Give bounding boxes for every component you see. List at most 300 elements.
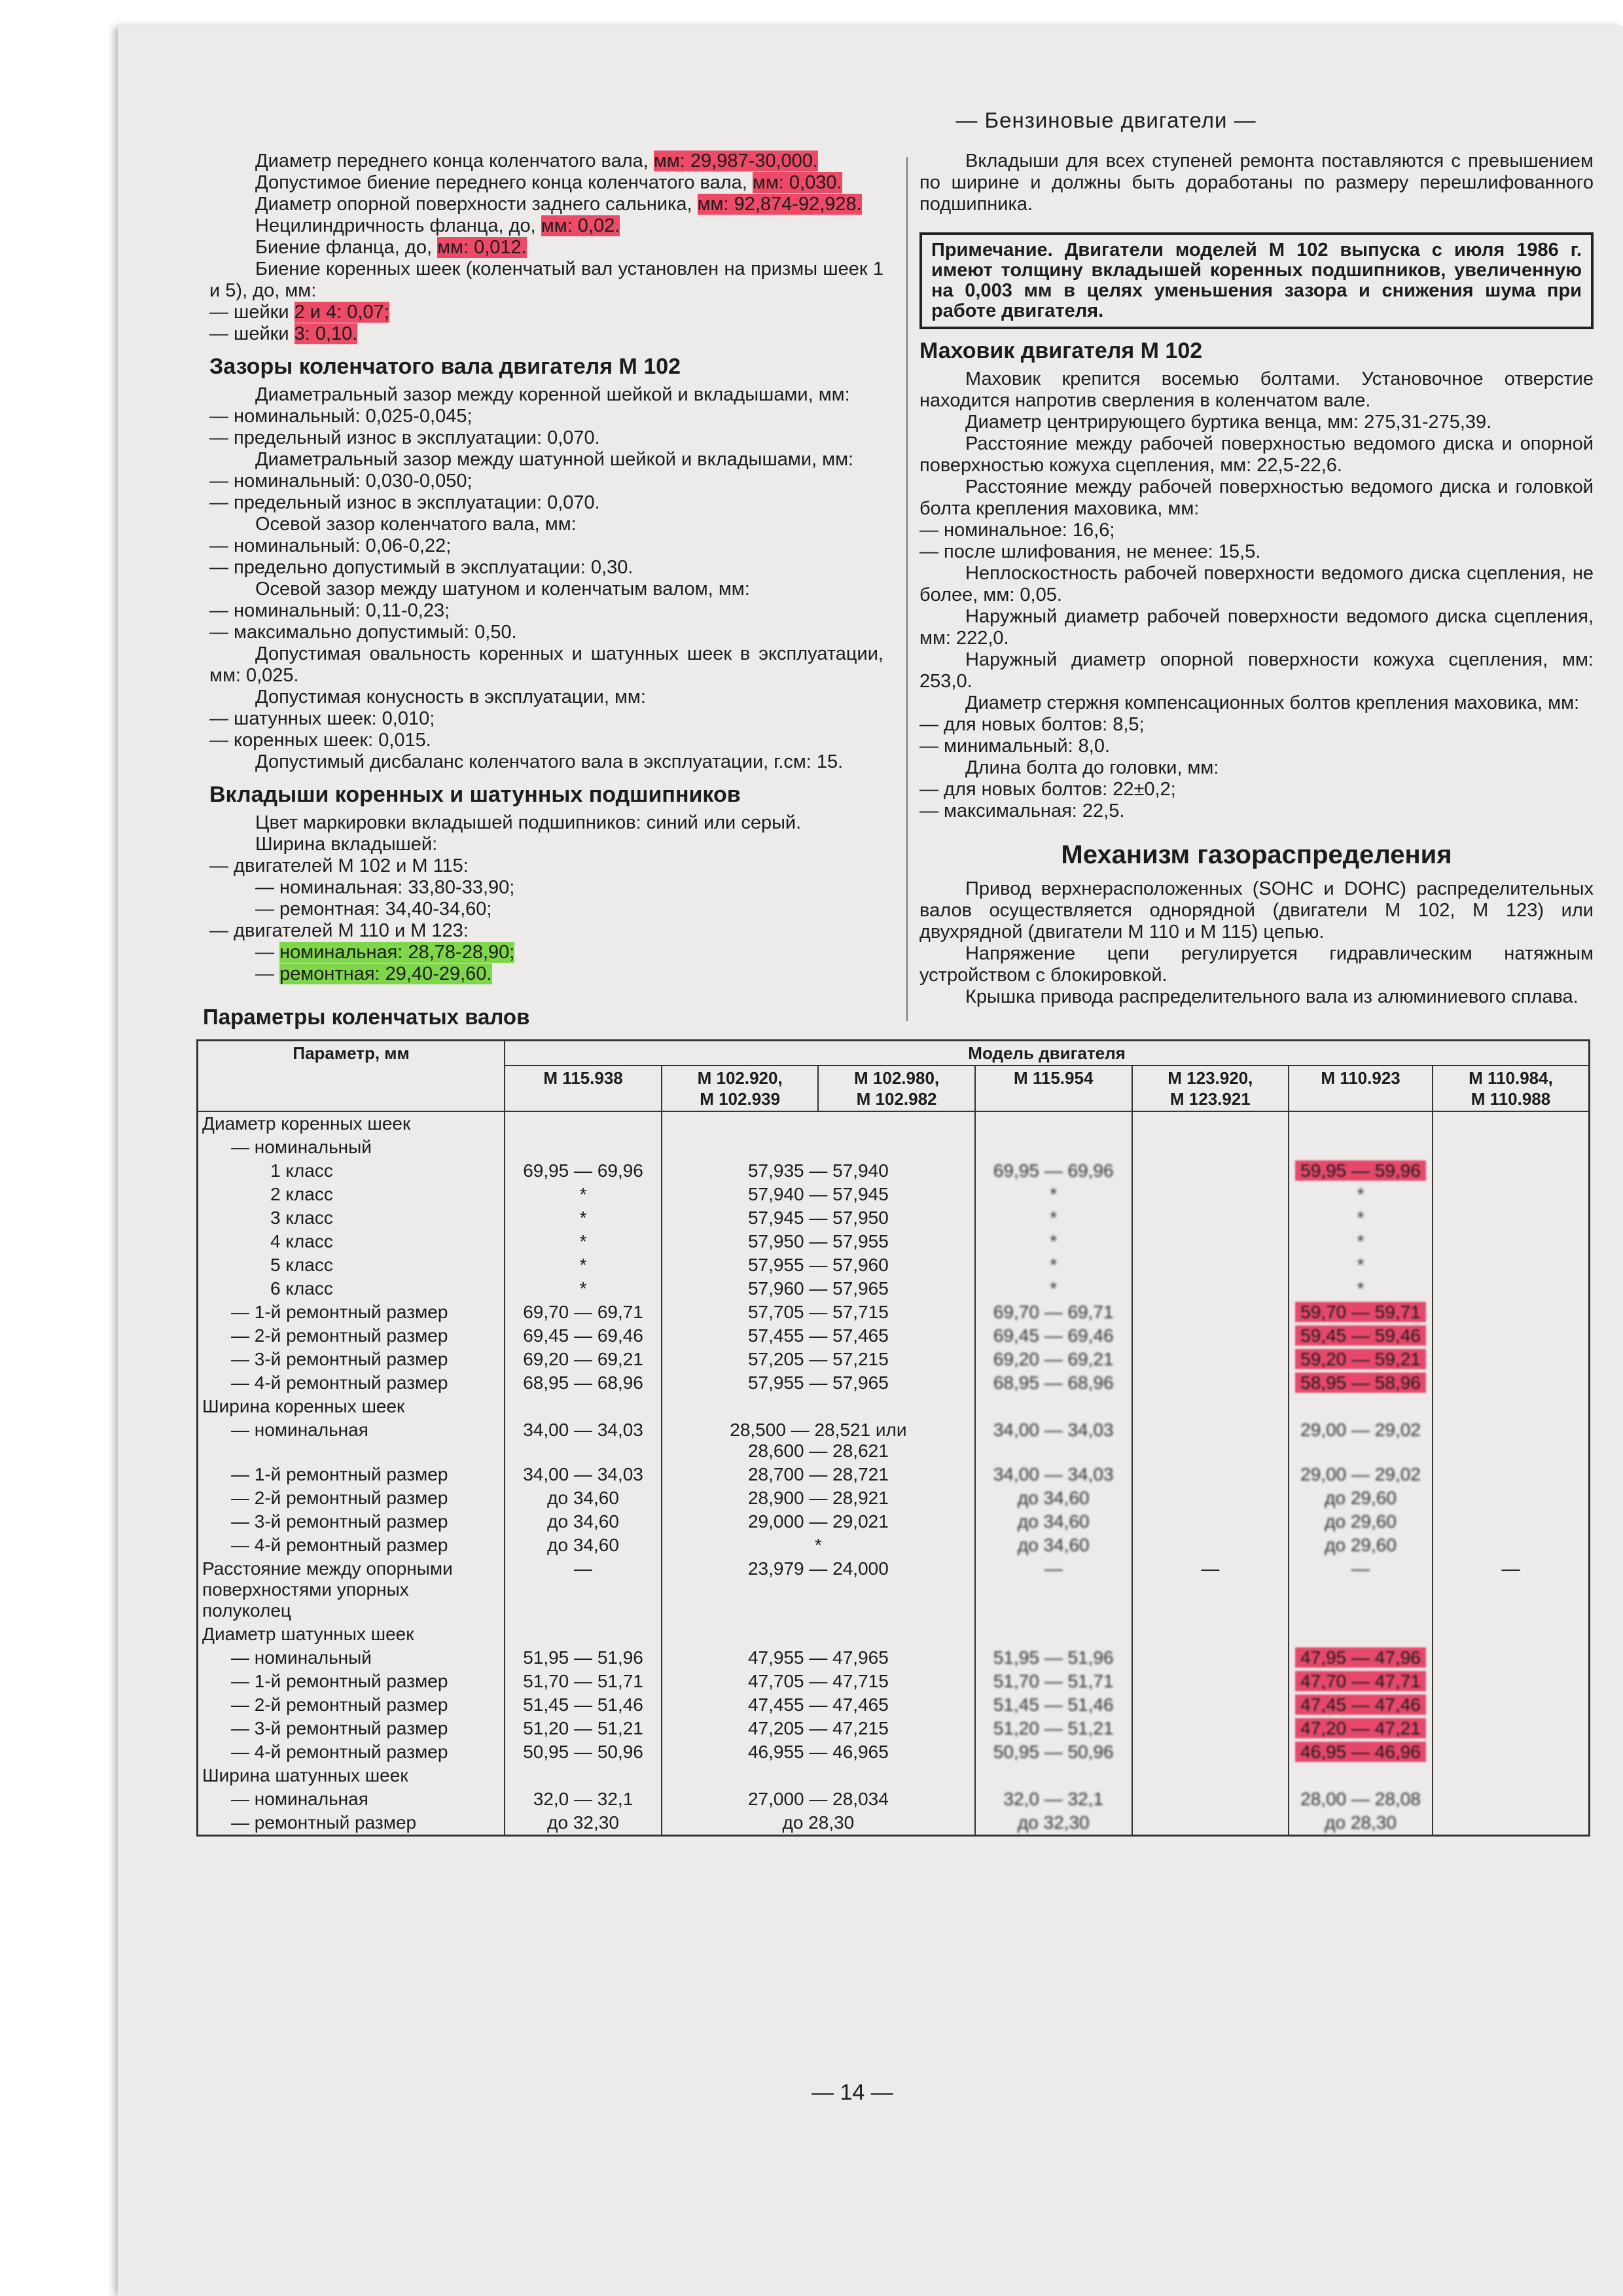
cell-m110923	[1289, 1717, 1433, 1740]
param-label: 5 класс	[198, 1253, 505, 1277]
table-row	[198, 1371, 1590, 1395]
cell-m115938: до 32,30	[505, 1811, 662, 1836]
cell-m110923: 29,00 — 29,02	[1289, 1418, 1433, 1463]
table-row	[198, 1693, 1590, 1717]
param-label: — номинальная	[198, 1787, 505, 1811]
param-label: — ремонтный размер	[198, 1811, 505, 1836]
table-row	[198, 1300, 1590, 1324]
cell-m115938: *	[505, 1206, 662, 1230]
cell-m115954: до 34,60	[975, 1510, 1132, 1534]
param-label: — 3-й ремонтный размер	[198, 1717, 505, 1740]
param-label: — номинальная	[198, 1418, 505, 1463]
cell-m115954: 34,00 — 34,03	[975, 1418, 1132, 1463]
timing-line: Крышка привода распределительного вала из алюминиевого сплава.	[965, 986, 1578, 1007]
cell-m110923: до 29,60	[1289, 1510, 1433, 1534]
cell-m115938: 69,20 — 69,21	[505, 1348, 662, 1371]
cell-m102: 27,000 — 28,034	[662, 1787, 975, 1811]
flywheel-line: — для новых болтов: 22±0,2;	[919, 779, 1176, 800]
clearance-line: Допустимая конусность в эксплуатации, мм:	[255, 687, 646, 708]
cell-m110923: 28,00 — 28,08	[1289, 1787, 1433, 1811]
param-label: — номинальный	[198, 1136, 505, 1159]
cell-m123	[1132, 1463, 1289, 1486]
cell-m123	[1132, 1395, 1289, 1418]
cell-m110923: *	[1289, 1230, 1433, 1253]
model-column-header: М 102.920, М 102.939	[662, 1066, 818, 1111]
table-row	[198, 1395, 1590, 1418]
left-column	[209, 151, 883, 985]
cell-m115938: 68,95 — 68,96	[505, 1371, 662, 1395]
cell-m115954: до 32,30	[975, 1811, 1132, 1836]
cell-m110923	[1289, 1670, 1433, 1693]
model-column-header: М 110.984, М 110.988	[1433, 1066, 1589, 1111]
cell-m110923	[1289, 1371, 1433, 1395]
cell-m110984	[1433, 1764, 1589, 1787]
cell-m110984	[1433, 1206, 1589, 1230]
table-row	[198, 1111, 1590, 1136]
cell-m115954: *	[975, 1230, 1132, 1253]
cell-m110984	[1433, 1300, 1589, 1324]
crankshaft-specs	[209, 151, 883, 259]
bearing-line: — двигателей М 110 и М 123:	[209, 920, 469, 941]
flywheel-line: Неплоскостность рабочей поверхности ведомого диска сцепления, не более, мм: 0,05.	[919, 563, 1594, 605]
cell-m110923	[1289, 1395, 1433, 1418]
highlighted-value: мм: 29,987-30,000.	[653, 151, 818, 171]
cell-m123	[1132, 1623, 1289, 1646]
cell-m115938: 69,95 — 69,96	[505, 1159, 662, 1183]
cell-m102	[662, 1136, 975, 1159]
cell-m110984	[1433, 1183, 1589, 1206]
flywheel-heading: Маховик двигателя М 102	[919, 338, 1203, 363]
cell-m123	[1132, 1230, 1289, 1253]
highlighted-value: 59,95 — 59,96	[1295, 1160, 1426, 1181]
cell-m110923	[1289, 1646, 1433, 1670]
highlighted-value: 58,95 — 58,96	[1295, 1372, 1426, 1393]
bearing-width-repair: — ремонтная: 29,40-29,60.	[255, 963, 492, 984]
bearing-line: — двигателей М 102 и М 115:	[209, 855, 469, 876]
param-label: — номинальный	[198, 1646, 505, 1670]
cell-m115954: до 34,60	[975, 1486, 1132, 1510]
cell-m123	[1132, 1811, 1289, 1836]
cell-m110923: *	[1289, 1277, 1433, 1300]
cell-m115938: *	[505, 1277, 662, 1300]
param-label: 1 класс	[198, 1159, 505, 1183]
clearances-list	[209, 384, 883, 773]
flywheel-list	[919, 368, 1594, 822]
param-label: 2 класс	[198, 1183, 505, 1206]
cell-m115954: 51,70 — 51,71	[975, 1670, 1132, 1693]
cell-m123	[1132, 1183, 1289, 1206]
cell-m115954: 50,95 — 50,96	[975, 1740, 1132, 1764]
cell-m110923: *	[1289, 1206, 1433, 1230]
cell-m110984	[1433, 1159, 1589, 1183]
highlighted-value: 47,20 — 47,21	[1295, 1718, 1426, 1738]
clearances-heading: Зазоры коленчатого вала двигателя М 102	[209, 354, 681, 379]
column-divider	[906, 157, 908, 1021]
cell-m115938: *	[505, 1183, 662, 1206]
bearing-line: Цвет маркировки вкладышей подшипников: синий или серый.	[255, 812, 802, 833]
flywheel-line: Диаметр центрирующего буртика венца, мм: 275,31-275,39.	[965, 412, 1492, 433]
table-row	[198, 1324, 1590, 1348]
cell-m110984	[1433, 1136, 1589, 1159]
clearance-line: Диаметральный зазор между коренной шейкой и вкладышами, мм:	[255, 384, 850, 405]
param-label: 4 класс	[198, 1230, 505, 1253]
model-column-header: М 115.954	[975, 1066, 1132, 1111]
clearance-line: Диаметральный зазор между шатунной шейкой и вкладышами, мм:	[255, 449, 854, 470]
cell-m115954: 51,45 — 51,46	[975, 1693, 1132, 1717]
bearing-line: — номинальная: 33,80-33,90;	[255, 877, 515, 898]
table-row	[198, 1277, 1590, 1300]
param-label: Расстояние между опорными поверхностями упорных полуколец	[198, 1557, 505, 1623]
table-row	[198, 1136, 1590, 1159]
cell-m115938: *	[505, 1230, 662, 1253]
page-number: — 14 —	[812, 2080, 893, 2105]
highlighted-value: 47,95 — 47,96	[1295, 1647, 1426, 1668]
cell-m110923	[1289, 1693, 1433, 1717]
cell-m110984	[1433, 1324, 1589, 1348]
model-column-header: М 123.920, М 123.921	[1132, 1066, 1289, 1111]
flywheel-line: — максимальная: 22,5.	[919, 800, 1125, 821]
cell-m102: 57,955 — 57,965	[662, 1371, 975, 1395]
note-box: Примечание. Двигатели моделей М 102 выпуска с июля 1986 г. имеют толщину вкладышей коренных подшипников, увеличенную на 0,003 мм в целях уменьшения зазора и снижения шума при работе двигателя.	[919, 232, 1594, 329]
cell-m115938: 69,45 — 69,46	[505, 1324, 662, 1348]
flywheel-line: Наружный диаметр опорной поверхности кожуха сцепления, мм: 253,0.	[919, 649, 1594, 692]
flywheel-line: Диаметр стержня компенсационных болтов крепления маховика, мм:	[965, 692, 1580, 713]
cell-m110923	[1289, 1300, 1433, 1324]
cell-m110984	[1433, 1230, 1589, 1253]
timing-list	[919, 878, 1594, 1008]
cell-m123	[1132, 1693, 1289, 1717]
cell-m102: 57,935 — 57,940	[662, 1159, 975, 1183]
cell-m115954	[975, 1395, 1132, 1418]
cell-m110923: *	[1289, 1183, 1433, 1206]
highlighted-value: 59,70 — 59,71	[1295, 1302, 1426, 1322]
highlighted-value: мм: 0,02.	[541, 215, 620, 236]
cell-m123	[1132, 1418, 1289, 1463]
cell-m110923	[1289, 1348, 1433, 1371]
table-row	[198, 1670, 1590, 1693]
param-label: — 1-й ремонтный размер	[198, 1463, 505, 1486]
cell-m115938	[505, 1395, 662, 1418]
cell-m102: 57,945 — 57,950	[662, 1206, 975, 1230]
flywheel-line: Расстояние между рабочей поверхностью ведомого диска и головкой болта крепления маховика, мм:	[919, 476, 1594, 519]
table-row	[198, 1787, 1590, 1811]
cell-m102: 28,900 — 28,921	[662, 1486, 975, 1510]
cell-m102	[662, 1395, 975, 1418]
clearance-line: Допустимая овальность коренных и шатунных шеек в эксплуатации, мм: 0,025.	[209, 643, 883, 686]
cell-m102: 57,955 — 57,960	[662, 1253, 975, 1277]
cell-m102: 47,705 — 47,715	[662, 1670, 975, 1693]
cell-m123	[1132, 1764, 1289, 1787]
cell-m115954: 69,45 — 69,46	[975, 1324, 1132, 1348]
cell-m115954: 34,00 — 34,03	[975, 1463, 1132, 1486]
cell-m110923	[1289, 1159, 1433, 1183]
running-head: — Бензиновые двигатели —	[955, 108, 1257, 132]
timing-heading: Механизм газораспределения	[1061, 840, 1452, 869]
cell-m110923: 29,00 — 29,02	[1289, 1463, 1433, 1486]
param-header: Параметр, мм	[198, 1041, 505, 1112]
clearance-line: — предельный износ в эксплуатации: 0,070.	[209, 427, 600, 448]
cell-m115938: до 34,60	[505, 1486, 662, 1510]
highlighted-value: 59,20 — 59,21	[1295, 1349, 1426, 1369]
table-row	[198, 1811, 1590, 1836]
clearance-line: — максимально допустимый: 0,50.	[209, 622, 517, 643]
param-label: — 1-й ремонтный размер	[198, 1300, 505, 1324]
clearance-line: — номинальный: 0,11-0,23;	[209, 600, 450, 621]
cell-m110984: —	[1433, 1557, 1589, 1623]
cell-m110984	[1433, 1348, 1589, 1371]
timing-line: Привод верхнерасположенных (SOHC и DOHC) распределительных валов осуществляется однорядной (двигатели М 102, М 123) или двухрядной (двигатели М 110 и М 115) цепью.	[919, 878, 1594, 942]
flywheel-line: — номинальное: 16,6;	[919, 520, 1115, 541]
cell-m110923	[1289, 1740, 1433, 1764]
cell-m123	[1132, 1717, 1289, 1740]
cell-m115938: 69,70 — 69,71	[505, 1300, 662, 1324]
cell-m110984	[1433, 1510, 1589, 1534]
cell-m123	[1132, 1787, 1289, 1811]
bearings-heading: Вкладыши коренных и шатунных подшипников	[209, 782, 741, 807]
cell-m110984	[1433, 1277, 1589, 1300]
cell-m115954	[975, 1111, 1132, 1136]
cell-m110984	[1433, 1670, 1589, 1693]
cell-m115954: —	[975, 1557, 1132, 1623]
cell-m115938	[505, 1764, 662, 1787]
cell-m115938: 32,0 — 32,1	[505, 1787, 662, 1811]
bearings-list	[209, 812, 883, 942]
flywheel-line: Расстояние между рабочей поверхностью ведомого диска и опорной поверхностью кожуха сцепления, мм: 22,5-22,6.	[919, 433, 1594, 476]
cell-m123	[1132, 1300, 1289, 1324]
param-label: — 4-й ремонтный размер	[198, 1371, 505, 1395]
highlighted-value: 46,95 — 46,96	[1295, 1742, 1426, 1762]
cell-m123	[1132, 1486, 1289, 1510]
cell-m102: 57,960 — 57,965	[662, 1277, 975, 1300]
timing-line: Напряжение цепи регулируется гидравлическим натяжным устройством с блокировкой.	[919, 943, 1594, 986]
cell-m102: 57,455 — 57,465	[662, 1324, 975, 1348]
cell-m115954: 68,95 — 68,96	[975, 1371, 1132, 1395]
cell-m110923: *	[1289, 1253, 1433, 1277]
cell-m110984	[1433, 1463, 1589, 1486]
cell-m123	[1132, 1348, 1289, 1371]
cell-m115954: 51,20 — 51,21	[975, 1717, 1132, 1740]
spec-line: Диаметр переднего конца коленчатого вала, мм: 29,987-30,000.	[255, 151, 818, 171]
cell-m123	[1132, 1371, 1289, 1395]
spec-line: Допустимое биение переднего конца коленчатого вала, мм: 0,030.	[255, 172, 842, 193]
cell-m115938	[505, 1111, 662, 1136]
cell-m110923	[1289, 1136, 1433, 1159]
cell-m115938	[505, 1623, 662, 1646]
journal-item: — шейки 3: 0,10.	[209, 323, 358, 344]
param-label: — 2-й ремонтный размер	[198, 1324, 505, 1348]
spec-line: Нецилиндричность фланца, до, мм: 0,02.	[255, 215, 620, 236]
cell-m102: 57,705 — 57,715	[662, 1300, 975, 1324]
bearing-line: — ремонтная: 34,40-34,60;	[255, 899, 492, 920]
param-label: — 4-й ремонтный размер	[198, 1740, 505, 1764]
table-row	[198, 1717, 1590, 1740]
clearance-line: — номинальный: 0,06-0,22;	[209, 535, 452, 556]
cell-m102: 57,940 — 57,945	[662, 1183, 975, 1206]
cell-m102: 46,955 — 46,965	[662, 1740, 975, 1764]
cell-m110923: до 29,60	[1289, 1534, 1433, 1557]
model-header: Модель двигателя	[505, 1041, 1589, 1066]
param-label: 3 класс	[198, 1206, 505, 1230]
cell-m115954: *	[975, 1253, 1132, 1277]
cell-m123	[1132, 1324, 1289, 1348]
flywheel-line: — после шлифования, не менее: 15,5.	[919, 541, 1261, 562]
param-label: — 2-й ремонтный размер	[198, 1486, 505, 1510]
cell-m123	[1132, 1159, 1289, 1183]
highlighted-value: 3: 0,10.	[294, 323, 358, 344]
param-label: — 3-й ремонтный размер	[198, 1510, 505, 1534]
table-row	[198, 1253, 1590, 1277]
cell-m110984	[1433, 1371, 1589, 1395]
highlighted-value: мм: 92,874-92,928.	[697, 194, 862, 215]
table-row	[198, 1646, 1590, 1670]
cell-m115954: *	[975, 1183, 1132, 1206]
cell-m110984	[1433, 1623, 1589, 1646]
table-row	[198, 1764, 1590, 1787]
cell-m115938: 51,95 — 51,96	[505, 1646, 662, 1670]
cell-m115954: *	[975, 1277, 1132, 1300]
highlighted-value: мм: 0,012.	[437, 237, 527, 258]
param-label: — 4-й ремонтный размер	[198, 1534, 505, 1557]
cell-m110923	[1289, 1324, 1433, 1348]
cell-m115954: 69,95 — 69,96	[975, 1159, 1132, 1183]
cell-m115954: 32,0 — 32,1	[975, 1787, 1132, 1811]
highlighted-value: мм: 0,030.	[752, 172, 842, 193]
cell-m102: *	[662, 1534, 975, 1557]
cell-m102: 47,455 — 47,465	[662, 1693, 975, 1717]
cell-m110923: до 29,60	[1289, 1486, 1433, 1510]
table-row	[198, 1183, 1590, 1206]
table-row	[198, 1159, 1590, 1183]
cell-m102: 23,979 — 24,000	[662, 1557, 975, 1623]
cell-m110984	[1433, 1534, 1589, 1557]
spec-line: Диаметр опорной поверхности заднего сальника, мм: 92,874-92,928.	[255, 194, 862, 215]
cell-m110923	[1289, 1623, 1433, 1646]
highlighted-value: 47,45 — 47,46	[1295, 1695, 1426, 1715]
clearance-line: Допустимый дисбаланс коленчатого вала в эксплуатации, г.см: 15.	[255, 751, 844, 772]
model-column-header: М 102.980, М 102.982	[818, 1066, 974, 1111]
cell-m115954: 51,95 — 51,96	[975, 1646, 1132, 1670]
cell-m110984	[1433, 1395, 1589, 1418]
table-row	[198, 1623, 1590, 1646]
clearance-line: Осевой зазор между шатуном и коленчатым валом, мм:	[255, 579, 750, 600]
param-label: — 2-й ремонтный размер	[198, 1693, 505, 1717]
model-column-header: М 115.938	[505, 1066, 662, 1111]
right-column	[919, 151, 1594, 1008]
param-label: — 3-й ремонтный размер	[198, 1348, 505, 1371]
cell-m123	[1132, 1136, 1289, 1159]
cell-m115938: 34,00 — 34,03	[505, 1418, 662, 1463]
cell-m115954	[975, 1136, 1132, 1159]
cell-m110984	[1433, 1646, 1589, 1670]
cell-m115954: 69,70 — 69,71	[975, 1300, 1132, 1324]
cell-m123	[1132, 1740, 1289, 1764]
clearance-line: — предельный износ в эксплуатации: 0,070.	[209, 492, 600, 513]
clearance-line: Осевой зазор коленчатого вала, мм:	[255, 514, 577, 535]
cell-m123: —	[1132, 1557, 1289, 1623]
cell-m115938: 50,95 — 50,96	[505, 1740, 662, 1764]
journal-item: — шейки 2 и 4: 0,07;	[209, 302, 389, 323]
table-row	[198, 1230, 1590, 1253]
cell-m123	[1132, 1646, 1289, 1670]
clearance-line: — номинальный: 0,030-0,050;	[209, 471, 473, 492]
cell-m115938: 51,20 — 51,21	[505, 1717, 662, 1740]
journal-runout-list	[209, 302, 883, 345]
cell-m115954: до 34,60	[975, 1534, 1132, 1557]
table-row	[198, 1486, 1590, 1510]
table-row	[198, 1418, 1590, 1463]
table-row	[198, 1348, 1590, 1371]
cell-m110923: —	[1289, 1557, 1433, 1623]
cell-m123	[1132, 1111, 1289, 1136]
bearing-width-nominal: — номинальная: 28,78-28,90;	[255, 942, 515, 963]
highlighted-value: 47,70 — 47,71	[1295, 1671, 1426, 1691]
cell-m102: 57,950 — 57,955	[662, 1230, 975, 1253]
clearance-line: — коренных шеек: 0,015.	[209, 730, 431, 751]
cell-m123	[1132, 1510, 1289, 1534]
highlighted-value: 2 и 4: 0,07;	[294, 302, 389, 323]
table-row	[198, 1206, 1590, 1230]
cell-m102: 47,955 — 47,965	[662, 1646, 975, 1670]
spec-line: Биение фланца, до, мм: 0,012.	[255, 237, 527, 258]
cell-m115938: 51,45 — 51,46	[505, 1693, 662, 1717]
param-label: — 1-й ремонтный размер	[198, 1670, 505, 1693]
clearance-line: — шатунных шеек: 0,010;	[209, 708, 435, 729]
crankshaft-params-table	[196, 1039, 1590, 1837]
cell-m115938: до 34,60	[505, 1510, 662, 1534]
clearance-line: — предельно допустимый в эксплуатации: 0,30.	[209, 557, 633, 578]
cell-m102: 28,700 — 28,721	[662, 1463, 975, 1486]
param-label: Ширина коренных шеек	[198, 1395, 505, 1418]
model-column-header: М 110.923	[1289, 1066, 1433, 1111]
cell-m115954	[975, 1623, 1132, 1646]
table-row	[198, 1557, 1590, 1623]
cell-m115954: 69,20 — 69,21	[975, 1348, 1132, 1371]
cell-m123	[1132, 1670, 1289, 1693]
cell-m115954	[975, 1764, 1132, 1787]
table-row	[198, 1740, 1590, 1764]
cell-m110984	[1433, 1693, 1589, 1717]
cell-m110923	[1289, 1111, 1433, 1136]
param-label: 6 класс	[198, 1277, 505, 1300]
cell-m110984	[1433, 1717, 1589, 1740]
cell-m115938: 51,70 — 51,71	[505, 1670, 662, 1693]
cell-m102: 29,000 — 29,021	[662, 1510, 975, 1534]
cell-m102	[662, 1764, 975, 1787]
clearance-line: — номинальный: 0,025-0,045;	[209, 406, 473, 427]
flywheel-line: — минимальный: 8,0.	[919, 736, 1111, 757]
cell-m123	[1132, 1206, 1289, 1230]
cell-m115938: —	[505, 1557, 662, 1623]
cell-m123	[1132, 1277, 1289, 1300]
flywheel-line: — для новых болтов: 8,5;	[919, 714, 1145, 735]
flywheel-line: Наружный диаметр рабочей поверхности ведомого диска сцепления, мм: 222,0.	[919, 606, 1594, 649]
cell-m102	[662, 1111, 975, 1136]
flywheel-line: Длина болта до головки, мм:	[965, 757, 1219, 778]
inserts-text: Вкладыши для всех ступеней ремонта поставляются с превышением по ширине и должны быть доработаны по размеру перешлифованного подшипника.	[919, 151, 1594, 215]
cell-m110984	[1433, 1811, 1589, 1836]
table-row	[198, 1510, 1590, 1534]
param-label: Ширина шатунных шеек	[198, 1764, 505, 1787]
cell-m102: 57,205 — 57,215	[662, 1348, 975, 1371]
cell-m115938	[505, 1136, 662, 1159]
cell-m115938: *	[505, 1253, 662, 1277]
cell-m123	[1132, 1253, 1289, 1277]
cell-m115954: *	[975, 1206, 1132, 1230]
cell-m110984	[1433, 1418, 1589, 1463]
cell-m110984	[1433, 1740, 1589, 1764]
cell-m110984	[1433, 1111, 1589, 1136]
cell-m123	[1132, 1534, 1289, 1557]
